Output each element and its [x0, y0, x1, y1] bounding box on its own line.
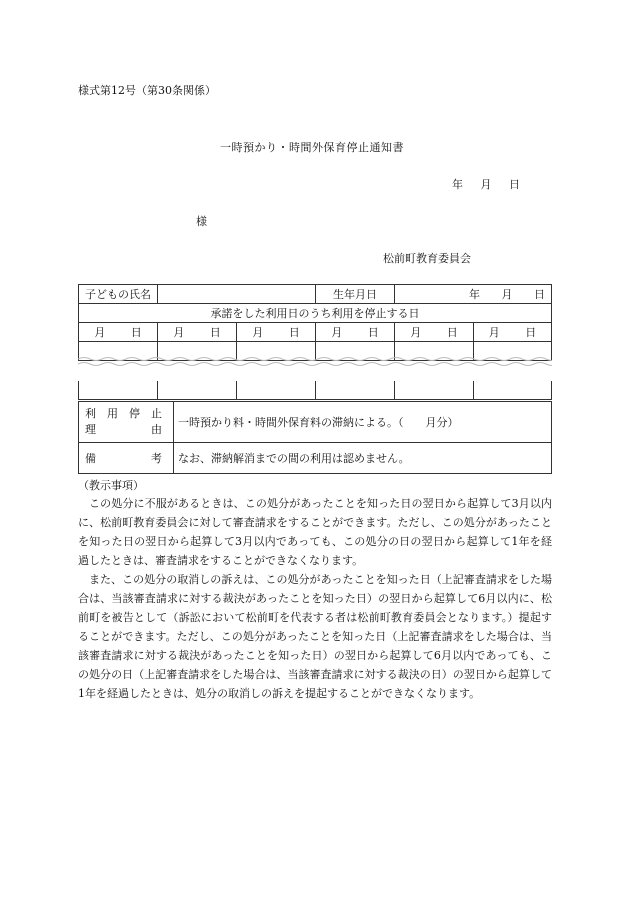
blank-day-row	[79, 381, 552, 400]
issue-date: 年 月 日	[452, 178, 520, 191]
addressee-suffix: 様	[196, 215, 207, 228]
table-break-mark	[78, 355, 552, 367]
reason-remarks-table	[78, 401, 552, 474]
birth-date-label: 生年月日	[316, 285, 395, 304]
month-day-cell[interactable]: 月 日	[79, 323, 158, 342]
child-name-label: 子どもの氏名	[79, 285, 158, 304]
reason-row	[79, 402, 552, 443]
stop-days-table-lower	[78, 381, 552, 400]
month-day-cell[interactable]: 月 日	[158, 323, 237, 342]
month-day-row	[79, 323, 552, 342]
birth-date-field[interactable]: 年 月 日	[395, 285, 552, 304]
remarks-row	[79, 443, 552, 474]
child-info-row	[79, 285, 552, 304]
reason-label-line1: 利 用 停 止	[85, 407, 162, 420]
notice-paragraph-lawsuit: また、この処分の取消しの訴えは、この処分があったことを知った日（上記審査請求をした場合は、当該審査請求に対する裁決があったことを知った日）の翌日から起算して6月以内に、松前町を被告として（訴訟において松前町を代表する者は松前町教育委員会となります。）提起することができます。ただし、この処分があったことを知った日（上記審査請求をした場合は、当該審査請求に対する裁決があったことを知った日）の翌日から起算して6月以内であっても、この処分の日（上記審査請求をした場合は、当該審査請求に対する裁決の日）の翌日から起算して1年を経過したときは、処分の取消しの訴えを提起することができなくなります。	[78, 573, 552, 700]
notice-heading: （教示事項）	[78, 479, 144, 492]
blank-day-cell[interactable]	[395, 381, 474, 400]
blank-day-cell[interactable]	[237, 381, 316, 400]
stop-days-header: 承諾をした利用日のうち利用を停止する日	[79, 304, 552, 323]
reason-label	[79, 402, 174, 443]
notice-paragraph-appeal: この処分に不服があるときは、この処分があったことを知った日の翌日から起算して3月以内に、松前町教育委員会に対して審査請求をすることができます。ただし、この処分があったことを知った日の翌日から起算して3月以内であっても、この処分の日の翌日から起算して1年を経過したときは、審査請求をすることができなくなります。	[78, 497, 552, 567]
reason-label-line2: 理 由	[85, 423, 162, 436]
remarks-label: 備 考	[79, 443, 174, 474]
document-title: 一時預かり・時間外保育停止通知書	[220, 141, 404, 154]
blank-day-cell[interactable]	[474, 381, 552, 400]
form-number: 様式第12号（第30条関係）	[78, 84, 216, 97]
blank-day-cell[interactable]	[316, 381, 395, 400]
remarks-text: なお、滞納解消までの間の利用は認めません。	[174, 443, 552, 474]
month-day-cell[interactable]: 月 日	[316, 323, 395, 342]
reason-text: 一時預かり料・時間外保育料の滞納による。（ 月分）	[174, 402, 552, 443]
month-day-cell[interactable]: 月 日	[237, 323, 316, 342]
child-name-field[interactable]	[158, 285, 316, 304]
issuer-name: 松前町教育委員会	[383, 252, 471, 265]
month-day-cell[interactable]: 月 日	[474, 323, 552, 342]
blank-day-cell[interactable]	[158, 381, 237, 400]
section-header-row	[79, 304, 552, 323]
stop-days-table-upper	[78, 284, 552, 361]
blank-day-cell[interactable]	[79, 381, 158, 400]
month-day-cell[interactable]: 月 日	[395, 323, 474, 342]
